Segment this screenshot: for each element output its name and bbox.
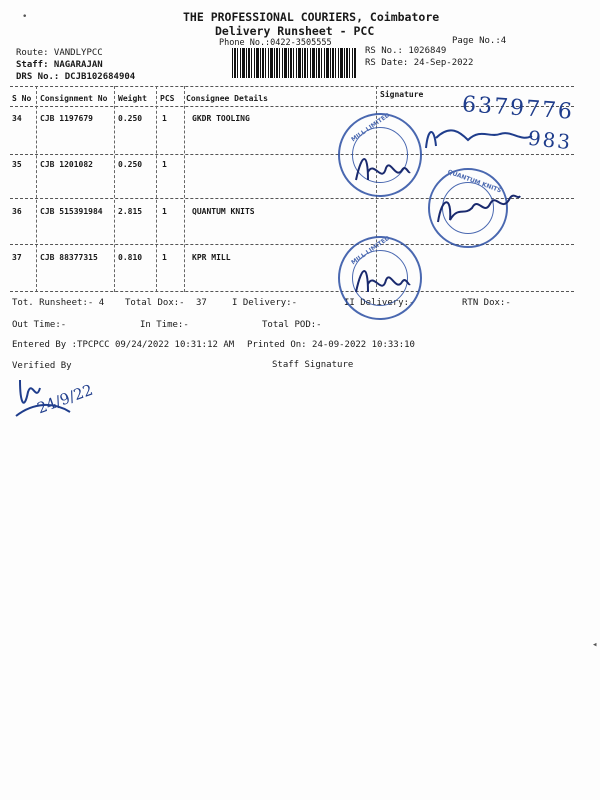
in-time: In Time:-: [140, 320, 189, 330]
ii-delivery: II Delivery:-: [344, 298, 415, 308]
rtn-dox: RTN Dox:-: [462, 298, 511, 308]
row-34-consignee: GKDR TOOLING: [192, 114, 250, 123]
row-34-weight: 0.250: [118, 114, 143, 123]
row-36-pcs: 1: [162, 207, 167, 216]
total-dox-value: 37: [196, 298, 207, 308]
i-delivery: I Delivery:-: [232, 298, 298, 308]
row-35-consignment: CJB 1201082: [40, 160, 93, 169]
row-36-consignment: CJB 515391984: [40, 207, 103, 216]
rs-date: RS Date: 24-Sep-2022: [365, 58, 474, 68]
row-36-weight: 2.815: [118, 207, 143, 216]
document-title: Delivery Runsheet - PCC: [215, 24, 375, 38]
col-header-pcs: PCS: [160, 94, 175, 103]
row-37-weight: 0.810: [118, 253, 143, 262]
out-time: Out Time:-: [12, 320, 67, 330]
row-37-consignment: CJB 88377315: [40, 253, 98, 262]
stamp-text: QUANTUM KNITS: [446, 168, 503, 195]
company-name: THE PROFESSIONAL COURIERS, Coimbatore: [183, 10, 440, 24]
row-35-pcs: 1: [162, 160, 167, 169]
col-header-weight: Weight: [118, 94, 147, 103]
signature-scribble: [432, 186, 522, 236]
staff-name: Staff: NAGARAJAN: [16, 60, 103, 70]
col-header-sno: S No: [12, 94, 32, 103]
row-34-sno: 34: [12, 114, 22, 123]
total-runsheet: Tot. Runsheet:- 4: [12, 298, 105, 308]
verified-by-label: Verified By: [12, 361, 72, 371]
row-36-sno: 36: [12, 207, 22, 216]
handwritten-phone-note-2: 983: [526, 125, 574, 155]
row-37-sno: 37: [12, 253, 22, 262]
staff-signature-label: Staff Signature: [272, 360, 354, 370]
page-number: Page No.:4: [452, 36, 507, 46]
phone-number: Phone No.:0422-3505555: [219, 38, 332, 48]
printed-on: Printed On: 24-09-2022 10:33:10: [247, 340, 415, 350]
scan-mark: ◂: [592, 640, 598, 650]
col-header-signature: Signature: [380, 90, 424, 99]
col-divider: [114, 86, 115, 292]
table-bottom-rule: [10, 291, 574, 292]
row-36-consignee: QUANTUM KNITS: [192, 207, 255, 216]
row-35-weight: 0.250: [118, 160, 143, 169]
barcode: [232, 48, 356, 78]
col-header-consignment: Consignment No: [40, 94, 108, 103]
col-divider: [184, 86, 185, 292]
drs-number: DRS No.: DCJB102684904: [16, 72, 136, 82]
row-34-consignment: CJB 1197679: [40, 114, 93, 123]
signature-scribble: [352, 262, 412, 302]
rs-number: RS No.: 1026849: [365, 46, 447, 56]
col-header-consignee: Consignee Details: [186, 94, 268, 103]
row-37-consignee: KPR MILL: [192, 253, 231, 262]
stamp-text: MILL LIMITED: [350, 111, 392, 144]
entered-by: Entered By :TPCPCC 09/24/2022 10:31:12 AM: [12, 340, 235, 350]
row-34-pcs: 1: [162, 114, 167, 123]
col-divider: [156, 86, 157, 292]
scan-mark: •: [22, 12, 28, 22]
row-rule: [10, 244, 574, 245]
handwritten-phone-note: 6379776: [461, 92, 575, 125]
col-divider: [36, 86, 37, 292]
total-pod: Total POD:-: [262, 320, 322, 330]
signature-scribble: [352, 150, 412, 190]
row-35-sno: 35: [12, 160, 22, 169]
handwritten-signature: [420, 118, 540, 158]
table-top-rule: [10, 86, 574, 87]
total-dox: Total Dox:-: [125, 298, 185, 308]
verified-date: 24/9/22: [34, 380, 96, 418]
route: Route: VANDLYPCC: [16, 48, 103, 58]
stamp-text: MILL LIMITED: [350, 234, 392, 267]
row-37-pcs: 1: [162, 253, 167, 262]
